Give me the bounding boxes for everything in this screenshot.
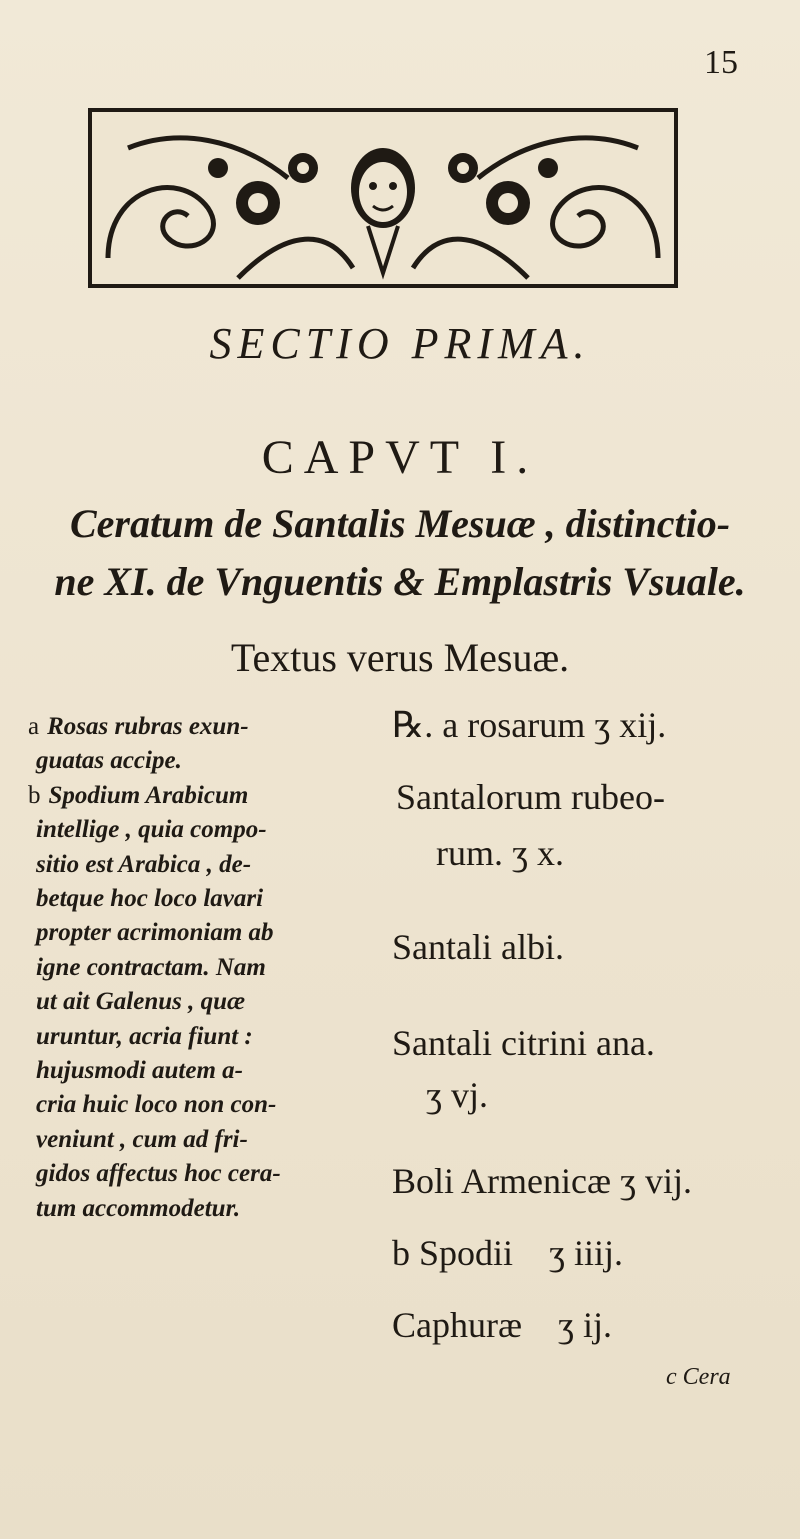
note-line <box>28 916 368 950</box>
note-line <box>28 779 368 813</box>
note-line <box>28 951 368 985</box>
note-line <box>28 1157 368 1191</box>
subtitle-line: ne XI. de Vnguentis & Emplastris Vsuale. <box>54 559 746 604</box>
note-line <box>28 744 368 778</box>
woodcut-headpiece-ornament <box>88 108 678 288</box>
recipe-line: Santalorum rubeo- <box>396 777 665 817</box>
note-line <box>28 813 368 847</box>
note-text: veniunt , cum ad fri- <box>36 1125 248 1153</box>
note-text: guatas accipe. <box>36 747 182 775</box>
note-text: betque hoc loco lavari <box>36 885 264 913</box>
recipe-line: rum. ʒ x. <box>436 833 564 873</box>
note-line <box>28 1192 368 1226</box>
recipe-line: ℞. a rosarum ʒ xij. <box>392 705 667 745</box>
note-text: igne contractam. Nam <box>36 953 266 981</box>
note-text: tum accommodetur. <box>36 1194 241 1222</box>
recipe-line: Caphuræ ʒ ij. <box>392 1305 612 1345</box>
recipe-line: Boli Armenicæ ʒ vij. <box>392 1161 692 1201</box>
marginal-notes-column <box>28 710 368 1226</box>
note-line <box>28 882 368 916</box>
subtitle-line: Ceratum de Santalis Mesuæ , distinctio- <box>69 501 731 546</box>
note-line <box>28 1020 368 1054</box>
recipe-line: ʒ vj. <box>426 1075 488 1115</box>
note-text: hujusmodi autem a- <box>36 1057 243 1085</box>
page-number: 15 <box>704 44 738 81</box>
note-text: cria huic loco non con- <box>36 1091 277 1119</box>
note-text: gidos affectus hoc cera- <box>36 1160 281 1188</box>
note-line <box>28 1088 368 1122</box>
recipe-line: Santali citrini ana. <box>392 1023 655 1063</box>
note-line <box>28 710 368 744</box>
chapter-subtitle <box>0 495 800 611</box>
note-text: propter acrimoniam ab <box>36 919 274 947</box>
note-mark: a <box>28 713 40 740</box>
note-mark: b <box>28 781 41 809</box>
note-text: uruntur, acria fiunt : <box>36 1022 253 1050</box>
section-title: SECTIO PRIMA. <box>209 319 591 368</box>
note-text: ut ait Galenus , quæ <box>36 988 246 1016</box>
textus-heading: Textus verus Mesuæ. <box>230 635 570 680</box>
note-text: intellige , quia compo- <box>36 816 267 844</box>
note-text: Spodium Arabicum <box>48 781 249 809</box>
note-line <box>28 1054 368 1088</box>
note-line <box>28 1123 368 1157</box>
note-text: Rosas rubras exun- <box>47 713 249 740</box>
recipe-line: b Spodii ʒ iiij. <box>392 1233 624 1273</box>
recipe-line: Santali albi. <box>392 927 564 967</box>
catchword: c Cera <box>666 1364 731 1390</box>
note-text: sitio est Arabica , de- <box>36 850 252 878</box>
note-line <box>28 985 368 1019</box>
note-line <box>28 848 368 882</box>
chapter-title: CAPVT I. <box>261 431 539 484</box>
